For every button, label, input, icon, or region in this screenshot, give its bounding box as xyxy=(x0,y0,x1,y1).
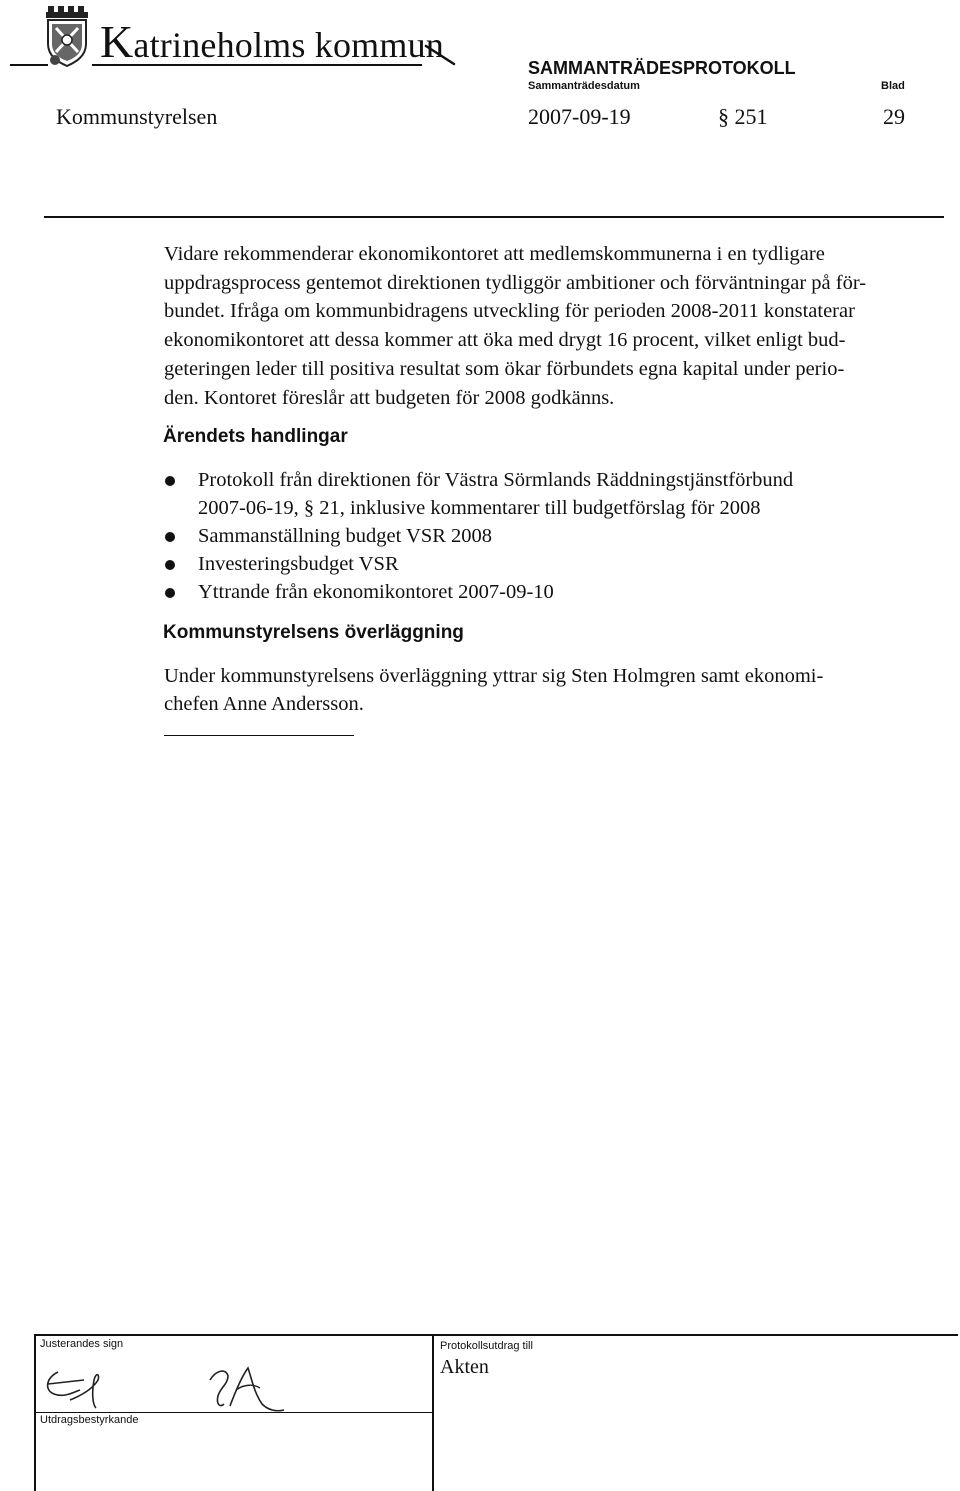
list-item-text: Protokoll från direktionen för Västra Sörmlands Räddningstjänstförbund xyxy=(198,469,794,491)
list-item-text: Yttrande från ekonomikontoret 2007-09-10 xyxy=(198,581,554,603)
organization-name xyxy=(100,16,444,67)
bullet-icon xyxy=(165,532,175,542)
intro-line: geteringen leder till positiva resultat som ökar förbundets egna kapital under perio- xyxy=(164,357,845,380)
organization-name-initial: K xyxy=(100,16,134,67)
organization-name-rest: atrineholms kommun xyxy=(133,25,444,65)
adjuster-sign-label: Justerandes sign xyxy=(40,1338,124,1350)
header-pen-stroke xyxy=(424,42,458,68)
signature-box-divider xyxy=(432,1336,434,1491)
page-label: Blad xyxy=(881,80,905,92)
intro-line: Vidare rekommenderar ekonomikontoret att medlemskommunerna i en tydligare xyxy=(164,243,825,265)
list-item xyxy=(163,522,883,550)
intro-line: ekonomikontoret att dessa kommer att öka med drygt 16 procent, vilket enligt bud- xyxy=(164,329,846,352)
list-item-text: Sammanställning budget VSR 2008 xyxy=(198,525,493,547)
header-divider xyxy=(44,216,944,218)
documents-list xyxy=(163,466,883,606)
paragraph-number: § 251 xyxy=(718,104,768,129)
board-name: Kommunstyrelsen xyxy=(56,104,218,129)
list-item-text: Investeringsbudget VSR xyxy=(198,553,399,575)
intro-line: den. Kontoret föreslår att budgeten för 2008 godkänns. xyxy=(164,386,615,409)
bullet-icon xyxy=(165,476,175,486)
bullet-icon xyxy=(165,560,175,570)
deliberation-paragraph xyxy=(164,662,924,718)
deliberation-line: chefen Anne Andersson. xyxy=(164,693,364,715)
list-item xyxy=(163,466,883,522)
meeting-date: 2007-09-19 xyxy=(528,104,631,129)
deliberation-line: Under kommunstyrelsens överläggning yttrar sig Sten Holmgren samt ekonomi- xyxy=(164,665,824,687)
list-item-text-continued: 2007-06-19, § 21, inklusive kommentarer till budgetförslag för 2008 xyxy=(198,497,761,519)
document-type: SAMMANTRÄDESPROTOKOLL xyxy=(528,58,796,78)
certifier-label: Utdragsbestyrkande xyxy=(40,1414,139,1426)
section-end-rule xyxy=(164,735,354,736)
extract-recipient: Akten xyxy=(440,1356,489,1378)
intro-line: uppdragsprocess gentemot direktionen tydliggör ambitioner och förväntningar på för- xyxy=(164,271,867,294)
coat-of-arms-icon xyxy=(42,4,94,68)
extract-recipients-label: Protokollsutdrag till xyxy=(440,1340,533,1352)
header-rule-left xyxy=(10,64,48,66)
handwritten-signatures xyxy=(40,1350,340,1420)
list-item xyxy=(163,550,883,578)
deliberation-heading: Kommunstyrelsens överläggning xyxy=(163,622,464,643)
meeting-date-label: Sammanträdesdatum xyxy=(528,80,640,92)
page-number: 29 xyxy=(883,104,905,129)
intro-line: bundet. Ifråga om kommunbidragens utveckling för perioden 2008-2011 konstaterar xyxy=(164,300,855,323)
bullet-icon xyxy=(165,588,175,598)
list-item xyxy=(163,578,883,606)
documents-heading: Ärendets handlingar xyxy=(163,426,348,447)
intro-paragraph xyxy=(164,240,924,412)
